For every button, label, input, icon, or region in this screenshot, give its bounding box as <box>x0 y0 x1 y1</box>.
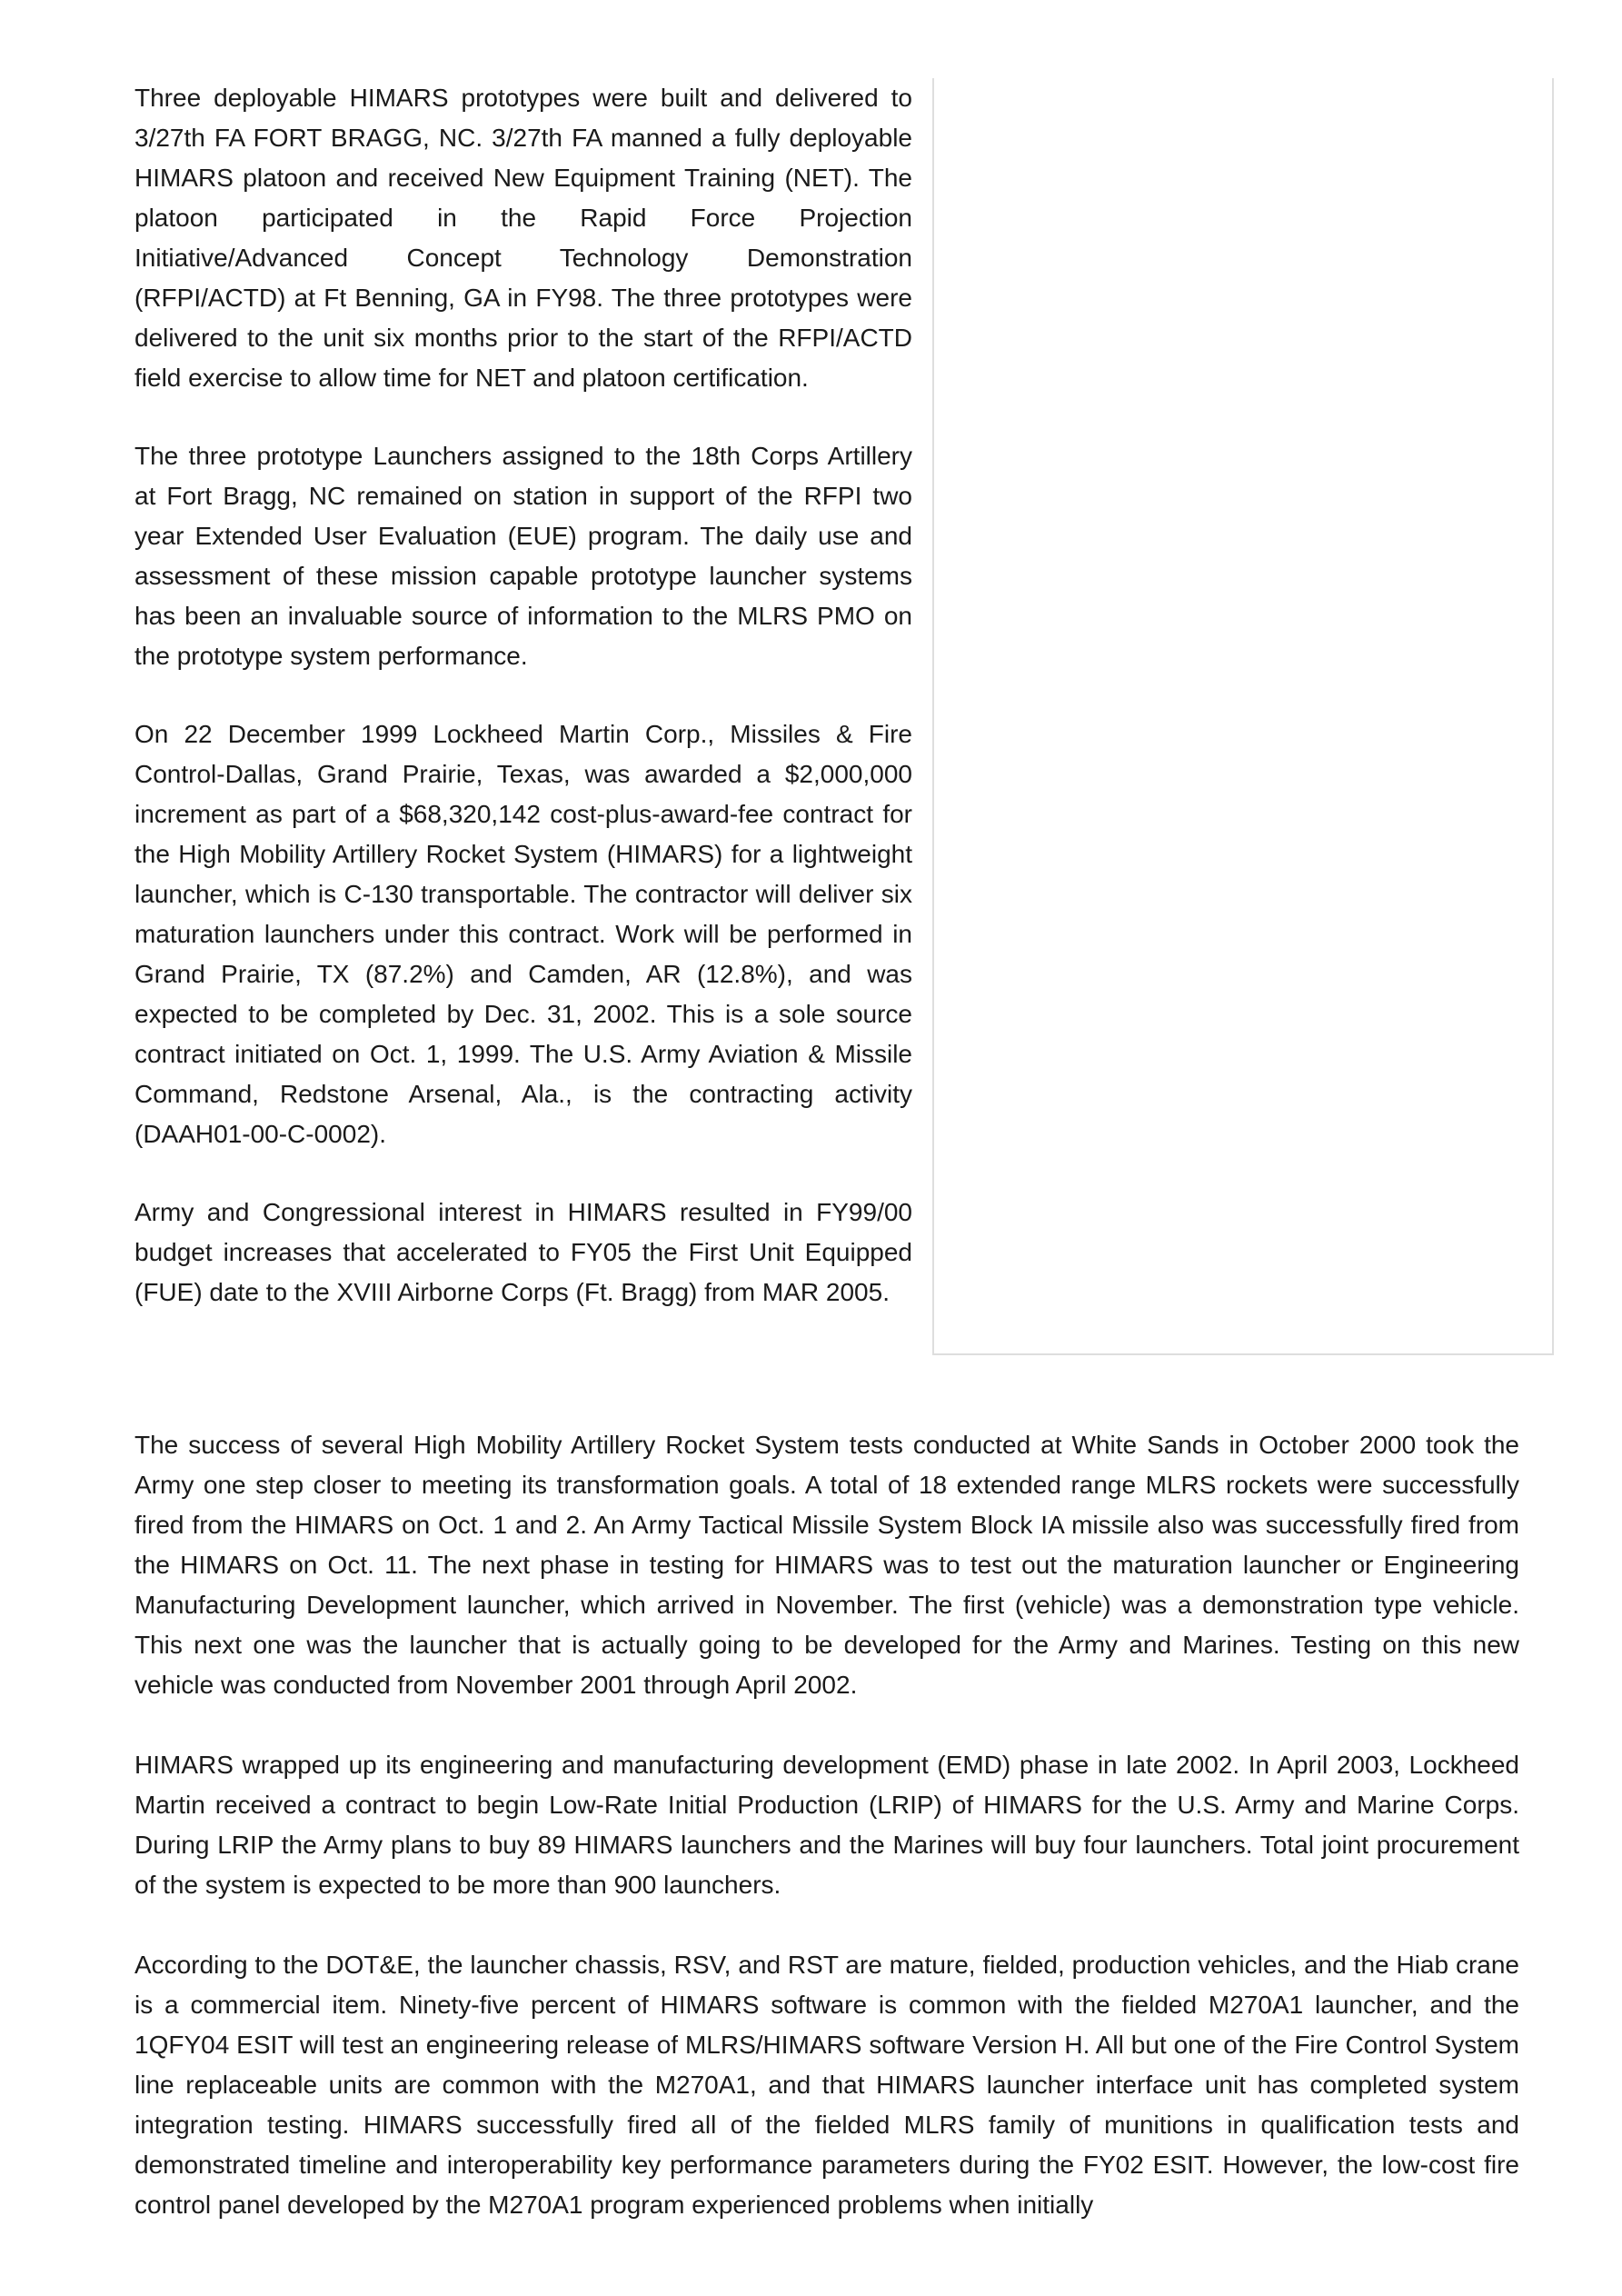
paragraph-white-sands-tests: The success of several High Mobility Artillery Rocket System tests conducted at White Sands in October 2000 took the Army one step closer to meeting its transformation goals. A total of 18 extended range MLRS rockets were successfully fired from the HIMARS on Oct. 1 and 2. An Army Tactical Missile System Block IA missile also was successfully fired from the HIMARS on Oct. 11. The next phase in testing for HIMARS was to test out the maturation launcher or Engineering Manufacturing Development launcher, which arrived in November. The first (vehicle) was a demonstration type vehicle. This next one was the launcher that is actually going to be developed for the Army and Marines. Testing on this new vehicle was conducted from November 2001 through April 2002. <box>134 1431 1519 1699</box>
paragraph-contract-award: On 22 December 1999 Lockheed Martin Corp., Missiles & Fire Control-Dallas, Grand Prairie, Texas, was awarded a $2,000,000 increment as part of a $68,320,142 cost-plus-award-fee contract for the High Mobility Artillery Rocket System (HIMARS) for a lightweight launcher, which is C-130 transportable. The contractor will deliver six maturation launchers under this contract. Work will be performed in Grand Prairie, TX (87.2%) and Camden, AR (12.8%), and was expected to be completed by Dec. 31, 2002. This is a sole source contract initiated on Oct. 1, 1999. The U.S. Army Aviation & Missile Command, Redstone Arsenal, Ala., is the contracting activity (DAAH01-00-C-0002). <box>134 720 912 1148</box>
left-text-column <box>134 78 912 1351</box>
paragraph-launchers-eue: The three prototype Launchers assigned to the 18th Corps Artillery at Fort Bragg, NC remained on station in support of the RFPI two year Extended User Evaluation (EUE) program. The daily use and assessment of these mission capable prototype launcher systems has been an invaluable source of information to the MLRS PMO on the prototype system performance. <box>134 442 912 670</box>
paragraph-prototypes: Three deployable HIMARS prototypes were built and delivered to 3/27th FA FORT BRAGG, NC. 3/27th FA manned a fully deployable HIMARS platoon and received New Equipment Training (NET). The platoon participated in the Rapid Force Projection Initiative/Advanced Concept Technology Demonstration (RFPI/ACTD) at Ft Benning, GA in FY98. The three prototypes were delivered to the unit six months prior to the start of the RFPI/ACTD field exercise to allow time for NET and platoon certification. <box>134 84 912 392</box>
top-section <box>134 78 1554 1405</box>
main-text-body <box>134 1425 1519 2265</box>
paragraph-budget-interest: Army and Congressional interest in HIMARS resulted in FY99/00 budget increases that accelerated to FY05 the First Unit Equipped (FUE) date to the XVIII Airborne Corps (Ft. Bragg) from MAR 2005. <box>134 1198 912 1306</box>
paragraph-emd-lrip: HIMARS wrapped up its engineering and manufacturing development (EMD) phase in late 2002. In April 2003, Lockheed Martin received a contract to begin Low-Rate Initial Production (LRIP) of HIMARS for the U.S. Army and Marine Corps. During LRIP the Army plans to buy 89 HIMARS launchers and the Marines will buy four launchers. Total joint procurement of the system is expected to be more than 900 launchers. <box>134 1751 1519 1899</box>
paragraph-dote-assessment: According to the DOT&E, the launcher chassis, RSV, and RST are mature, fielded, production vehicles, and the Hiab crane is a commercial item. Ninety-five percent of HIMARS software is common with the fielded M270A1 launcher, and the 1QFY04 ESIT will test an engineering release of MLRS/HIMARS software Version H. All but one of the Fire Control System line replaceable units are common with the M270A1, and that HIMARS launcher interface unit has completed system integration testing. HIMARS successfully fired all of the fielded MLRS family of munitions in qualification tests and demonstrated timeline and interoperability key performance parameters during the FY02 ESIT. However, the low-cost fire control panel developed by the M270A1 program experienced problems when initially <box>134 1951 1519 2219</box>
side-panel-placeholder <box>932 78 1554 1355</box>
